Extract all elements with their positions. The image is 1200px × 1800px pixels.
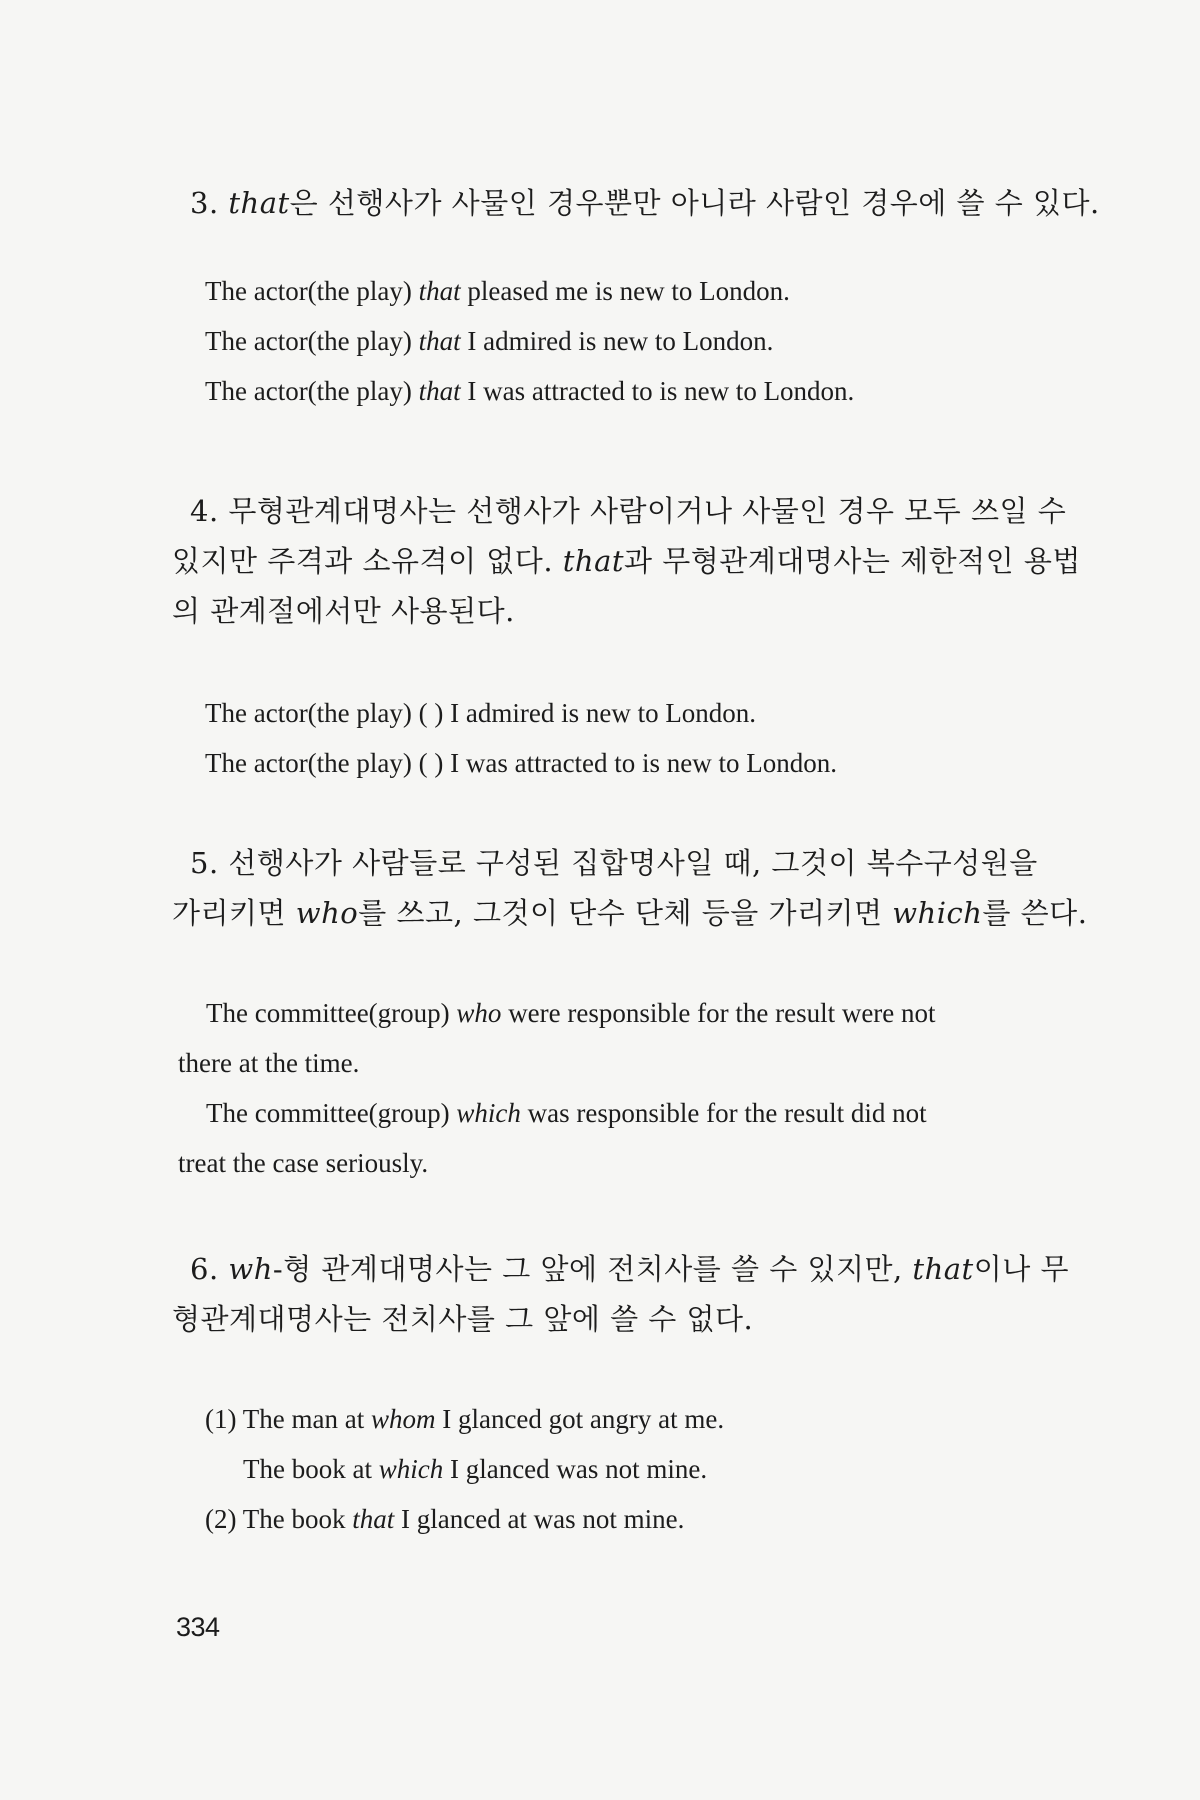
rule-4-line-3: 의 관계절에서만 사용된다.: [172, 594, 515, 628]
examples-5: [178, 988, 936, 1188]
example-6-1b: The book at which I glanced was not mine.: [243, 1454, 708, 1484]
example-3-2: The actor(the play) that I admired is new to London.: [205, 326, 774, 356]
rule-4-line-1: 4. 무형관계대명사는 선행사가 사람이거나 사물인 경우 모두 쓰일 수: [190, 494, 1067, 528]
rule-6-line-2: 형관계대명사는 전치사를 그 앞에 쓸 수 없다.: [172, 1302, 754, 1336]
example-6-1: (1) The man at whom I glanced got angry at me.: [205, 1404, 725, 1434]
example-4-2: The actor(the play) ( ) I was attracted to is new to London.: [205, 748, 838, 778]
rule-6: [172, 1244, 1069, 1344]
examples-6: [205, 1394, 724, 1544]
rule-4-line-2: 있지만 주격과 소유격이 없다. that과 무형관계대명사는 제한적인 용법: [172, 544, 1081, 578]
examples-4: [205, 688, 837, 788]
rule-5-line-2: 가리키면 who를 쓰고, 그것이 단수 단체 등을 가리키면 which를 쓴다.: [172, 896, 1088, 930]
rule-3-line-1: 3. that은 선행사가 사물인 경우뿐만 아니라 사람인 경우에 쓸 수 있다.: [190, 186, 1100, 220]
page-number: 334: [176, 1612, 220, 1642]
example-5-1a: The committee(group) who were responsible for the result were not: [206, 998, 936, 1028]
example-4-1: The actor(the play) ( ) I admired is new to London.: [205, 698, 757, 728]
example-5-1b: there at the time.: [178, 1048, 360, 1078]
example-5-2b: treat the case seriously.: [178, 1148, 429, 1178]
rule-4: [172, 486, 1081, 636]
example-3-1: The actor(the play) that pleased me is new to London.: [205, 276, 790, 306]
example-5-2a: The committee(group) which was responsible for the result did not: [206, 1098, 927, 1128]
rule-6-line-1: 6. wh-형 관계대명사는 그 앞에 전치사를 쓸 수 있지만, that이나 무: [190, 1252, 1069, 1286]
rule-5-line-1: 5. 선행사가 사람들로 구성된 집합명사일 때, 그것이 복수구성원을: [190, 846, 1038, 880]
rule-3: [190, 178, 1100, 228]
example-6-2: (2) The book that I glanced at was not mine.: [205, 1504, 685, 1534]
examples-3: [205, 266, 854, 416]
rule-5: [172, 838, 1088, 938]
example-3-3: The actor(the play) that I was attracted to is new to London.: [205, 376, 855, 406]
